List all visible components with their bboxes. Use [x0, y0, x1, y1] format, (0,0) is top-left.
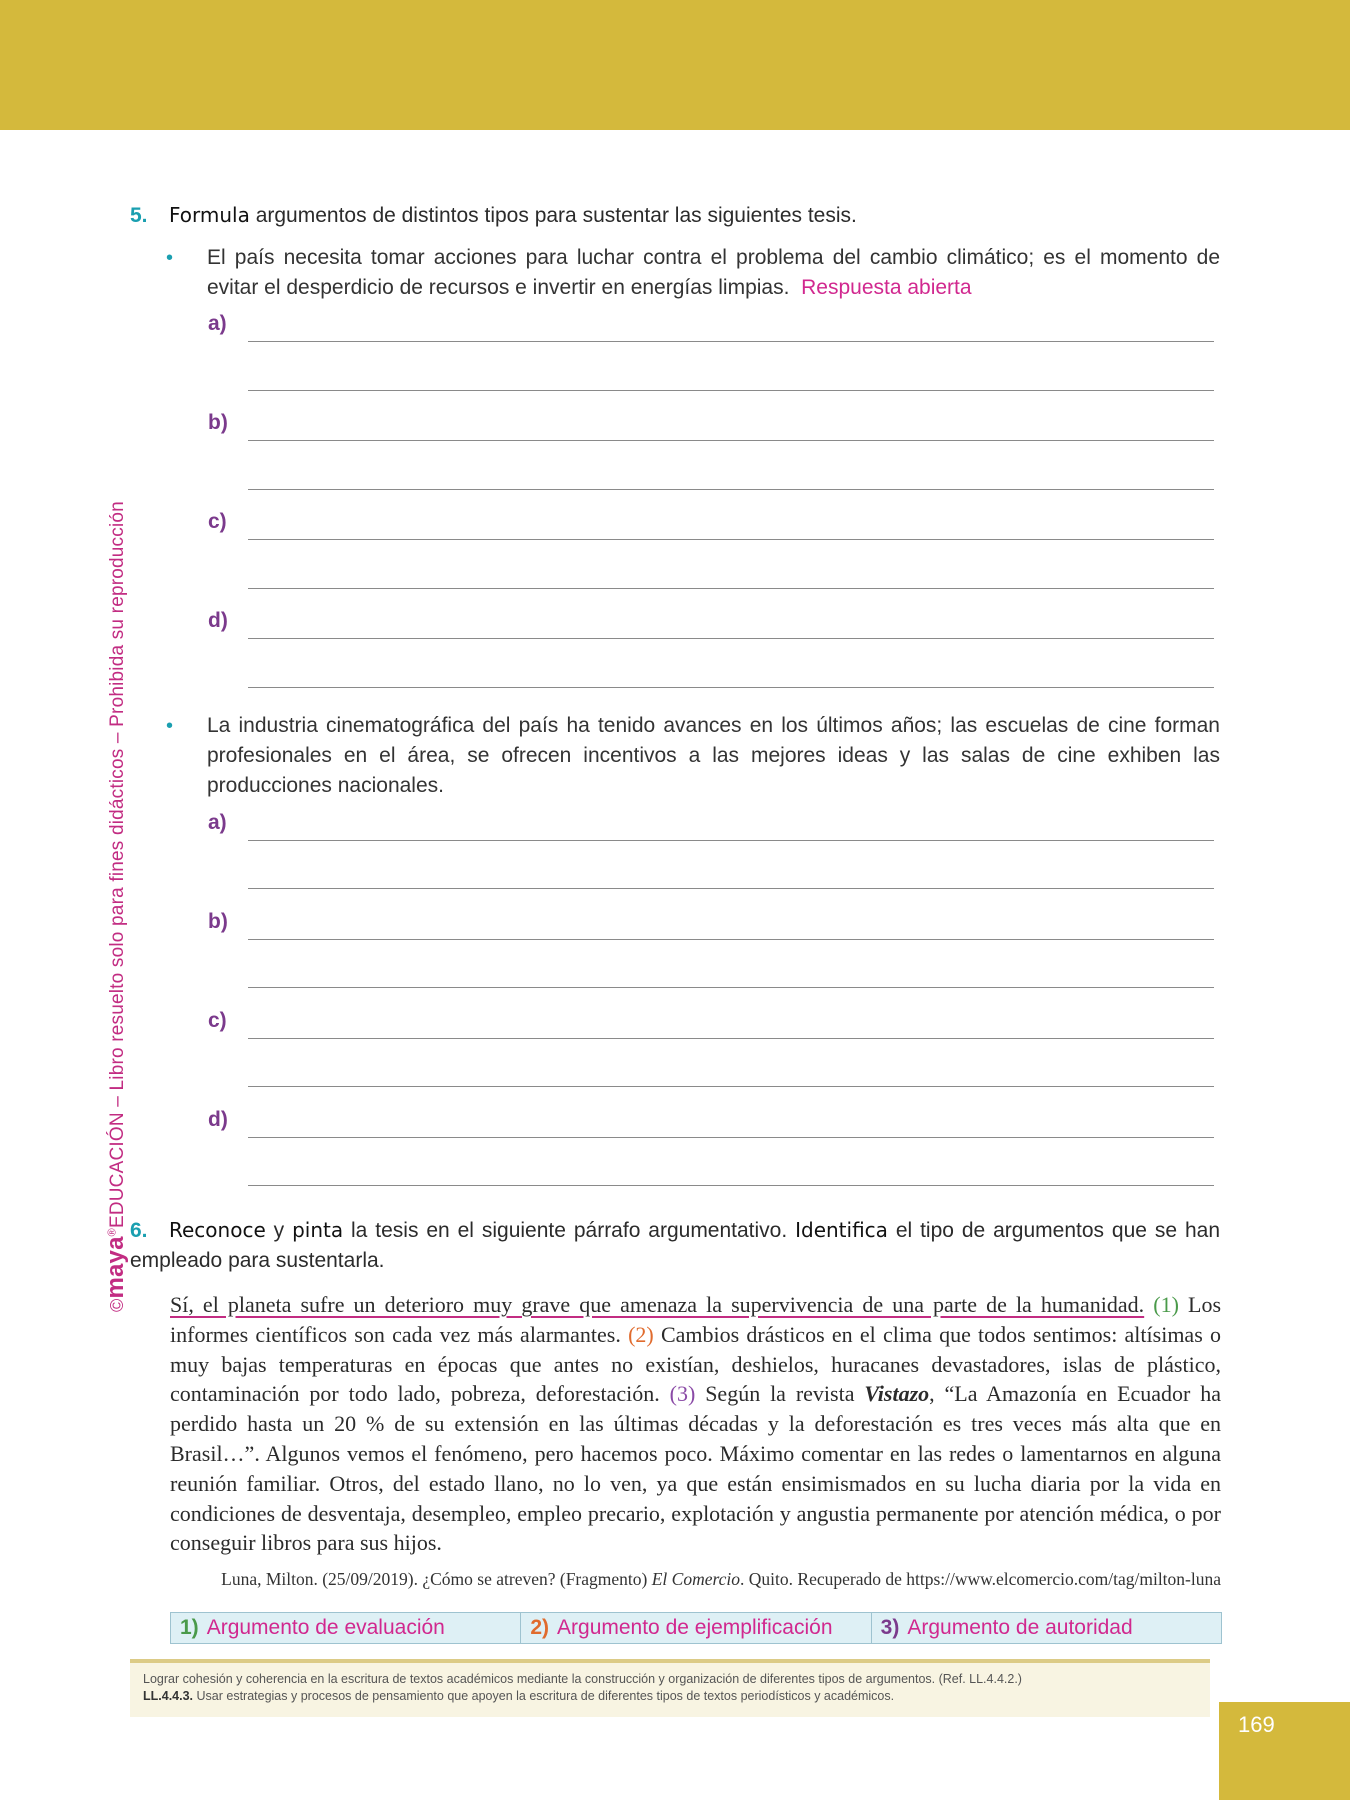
- argument-marker-1: (1): [1153, 1292, 1179, 1317]
- question-6-heading: 6. Reconoce y pinta la tesis en el siguiente párrafo argumentativo. Identifica el tipo de argumentos que se han empleado para sustentarla.: [130, 1218, 1220, 1272]
- copyright-notice: ©maya®EDUCACIÓN – Libro resuelto solo para fines didácticos – Prohibida su reproducción: [102, 501, 129, 1312]
- answer-line-b[interactable]: b): [208, 910, 1214, 940]
- thesis-sentence: Sí, el planeta sufre un deterioro muy grave que amenaza la supervivencia de una parte de la humanidad.: [170, 1292, 1145, 1317]
- answer-line-d[interactable]: d): [208, 609, 1214, 639]
- answer-line-c[interactable]: c): [208, 1009, 1214, 1039]
- argument-type-legend: [170, 1612, 1222, 1644]
- answer-line-continued[interactable]: [248, 1185, 1214, 1186]
- legend-item: 1) Argumento de evaluación: [171, 1613, 521, 1643]
- argument-marker-3: (3): [669, 1381, 696, 1407]
- answer-line-continued[interactable]: [248, 588, 1214, 589]
- legend-item: 3) Argumento de autoridad: [880, 1616, 1133, 1639]
- curriculum-note: Lograr cohesión y coherencia en la escritura de textos académicos mediante la construcción y organización de diferentes tipos de argumentos. (Ref. LL.4.4.2.) LL.4.4.3. Usar estrategias y procesos de pensamiento que apoyen la escritura de diferentes tipos de textos periodísticos y académicos.: [143, 1672, 1022, 1703]
- answer-note: Respuesta abierta: [801, 276, 972, 299]
- answer-line-d[interactable]: d): [208, 1108, 1214, 1138]
- answer-line-continued[interactable]: [248, 987, 1214, 988]
- header-bar: [0, 0, 1350, 130]
- question-number: 5.: [130, 204, 148, 227]
- citation: Luna, Milton. (25/09/2019). ¿Cómo se atreven? (Fragmento) El Comercio. Quito. Recuperado de https://www.elcomercio.com/tag/milton-luna: [221, 1569, 1221, 1589]
- thesis-bullet-2: • La industria cinematográfica del país ha tenido avances en los últimos años; las escuelas de cine forman profesionales en el área, se ofrecen incentivos a las mejores ideas y las salas de cine exhiben las producciones nacionales.: [170, 711, 1220, 801]
- legend-item: 2) Argumento de ejemplificación: [521, 1613, 871, 1643]
- argument-marker-2: (2): [628, 1321, 654, 1347]
- thesis-bullet-1: • El país necesita tomar acciones para luchar contra el problema del cambio climático; es el momento de evitar el desperdicio de recursos e invertir en energías limpias. Respuesta abierta: [170, 243, 1220, 303]
- page-number: 169: [1238, 1712, 1275, 1737]
- answer-line-continued[interactable]: [248, 489, 1214, 490]
- argumentative-paragraph: Sí, el planeta sufre un deterioro muy grave que amenaza la supervivencia de una parte de la humanidad. (1) Los informes científicos son cada vez más alarmantes. (2) Cambios drásticos en el clima que todos sentimos: altísimas o muy bajas temperaturas en épocas que antes no existían, deshielos, huracanes devastadores, islas de plástico, contaminación por todo lado, pobreza, deforestación. (3) Según la revista Vistazo, “La Amazonía en Ecuador ha perdido hasta un 20 % de su extensión en las últimas décadas y la deforestación es tres veces más alta que en Brasil…”. Algunos vemos el fenómeno, pero hacemos poco. Máximo comentar en las redes o lamentarnos en alguna reunión familiar. Otros, del estado llano, no lo ven, ya que están ensimismados en su lucha diaria por la vida en condiciones de desventaja, desempleo, empleo precario, explotación y angustia permanente por atención médica, o por conseguir libros para sus hijos.: [170, 1292, 1222, 1556]
- bullet-icon: •: [166, 715, 174, 737]
- magazine-name: Vistazo: [864, 1381, 930, 1407]
- question-number: 6.: [130, 1219, 148, 1242]
- answer-line-c[interactable]: c): [208, 510, 1214, 540]
- bullet-icon: •: [166, 247, 174, 269]
- answer-line-a[interactable]: a): [208, 312, 1214, 342]
- answer-line-a[interactable]: a): [208, 811, 1214, 841]
- answer-line-continued[interactable]: [248, 888, 1214, 889]
- answer-line-continued[interactable]: [248, 390, 1214, 391]
- question-5-heading: 5. Formula argumentos de distintos tipos para sustentar las siguientes tesis.: [130, 200, 1220, 231]
- brand-logo: maya: [102, 1236, 129, 1299]
- answer-line-continued[interactable]: [248, 687, 1214, 688]
- answer-line-b[interactable]: b): [208, 411, 1214, 441]
- answer-line-continued[interactable]: [248, 1086, 1214, 1087]
